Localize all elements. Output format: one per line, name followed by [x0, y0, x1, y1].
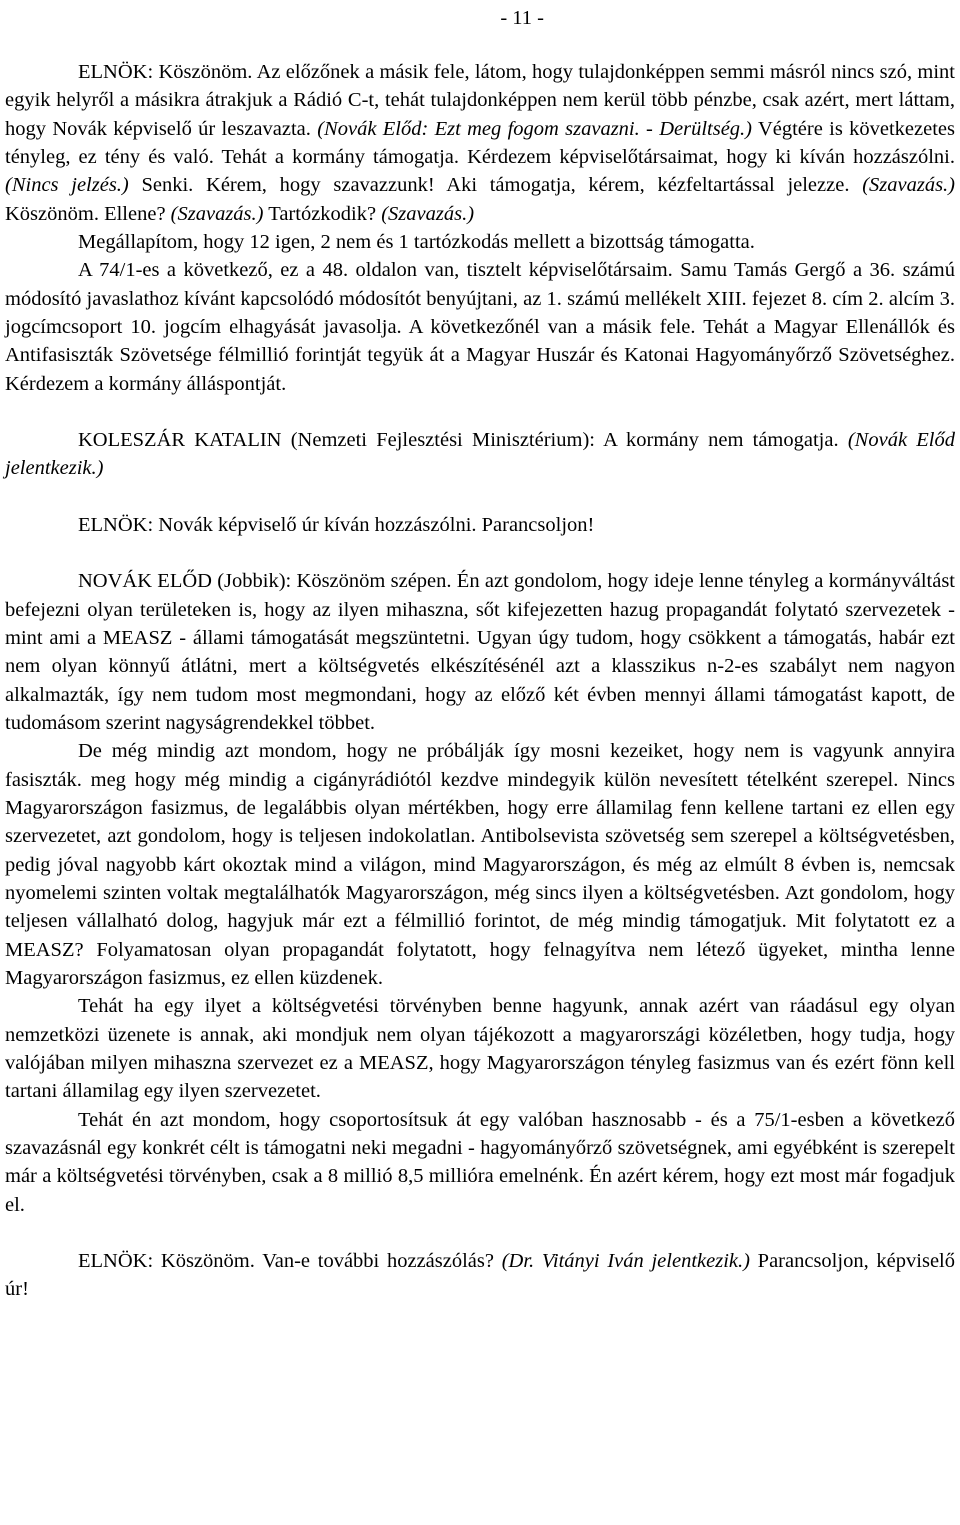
page-number: - 11 - [500, 7, 544, 29]
stage-direction: (Novák Előd jelentkezik.) [5, 429, 955, 480]
paragraph-novak-speech-2 [5, 737, 955, 992]
stage-direction: (Nincs jelzés.) [5, 174, 129, 197]
paragraph-chair-vote [5, 58, 955, 228]
document-body [5, 58, 955, 1304]
paragraph-novak-speech-1 [5, 567, 955, 737]
text-run: Végtére is következetes tényleg, ez tény és való. Tehát a kormány támogatja. Kérdezem képviselőtársaimat, hogy ki kíván hozzászólni. [5, 117, 955, 169]
paragraph-amendment-74-1 [5, 256, 955, 398]
paragraph-chair-invite [5, 511, 955, 539]
stage-direction: (Szavazás.) [170, 202, 264, 225]
paragraph-novak-speech-3 [5, 992, 955, 1105]
text-run: Senki. Kérem, hogy szavazzunk! Aki támogatja, kérem, kézfeltartással jelezze. [128, 174, 863, 197]
stage-direction: (Novák Előd: Ezt meg fogom szavazni. - Derültség.) [317, 117, 752, 140]
text-run: Tehát ha egy ilyet a költségvetési törvényben benne hagyunk, annak azért van ráadásul egy olyan nemzetközi üzenete is annak, aki mondjuk nem olyan tájékozott a magyarországi közéletben, hogy tudja, hogy valójában milyen mihaszna szervezet ez a MEASZ, hogy Magyarországon tényleg fasizmus van és ezért fönn kell tartani államilag egy ilyen szervezetet. [5, 995, 955, 1103]
text-run: Köszönöm. Ellene? [5, 202, 171, 225]
stage-direction: (Szavazás.) [381, 202, 475, 225]
text-run: Tehát én azt mondom, hogy csoportosítsuk át egy valóban hasznosabb - és a 75/1-esben a következő szavazásnál egy konkrét célt is támogatni neki megadni - hagyományőrző szövetségnek, ami egyébként is szerepelt már a költségvetési törvényben, csak a 8 millió 8,5 millióra emelnénk. Én azért kérem, hogy ezt most már fogadjuk el. [5, 1108, 955, 1216]
paragraph-vote-result [5, 228, 955, 256]
text-run: ELNÖK: Köszönöm. Az előzőnek a másik fele, látom, hogy tulajdonképpen semmi másról nincs szó, mint egyik helyről a másikra átrakjuk a Rádió C-t, tehát tulajdonképpen nem kerül több pénzbe, csak azért, mert láttam, hogy Novák képviselő úr leszavazta. [5, 61, 955, 140]
text-run: NOVÁK ELŐD (Jobbik): Köszönöm szépen. Én azt gondolom, hogy ideje lenne tényleg a kormányváltást befejezni olyan területeken is, hogy az ilyen mihaszna, sőt kifejezetten hazug propagandát folytató szervezetek - mint ami a MEASZ - állami támogatását megszüntetni. Ugyan úgy tudom, hogy csökkent a támogatás, habár ezt nem olyan könnyű átlátni, mert a költségvetés elkészítésénél azt a klasszikus n-2-es szabályt nem nagyon alkalmazták, így nem tudom most megmondani, hogy az előző két évben mennyi állami támogatást kapott, de tudomásom szerint nagyságrendekkel többet. [5, 570, 955, 734]
paragraph-chair-further-comments [5, 1247, 955, 1304]
text-run: A 74/1-es a következő, ez a 48. oldalon van, tisztelt képviselőtársaim. Samu Tamás Gergő a 36. számú módosító javaslathoz kívánt kapcsolódó módosítót benyújtani, az 1. számú mellékelt XIII. fejezet 8. cím 2. alcím 3. jogcímcsoport 10. jogcím elhagyását javasolja. A következőnél van a másik fele. Tehát a Magyar Ellenállók és Antifasiszták Szövetsége félmillió forintját tegyük át a Magyar Huszár és Katonai Hagyományőrző Szövetséghez. Kérdezem a kormány álláspontját. [5, 259, 955, 395]
text-run: Parancsoljon, képviselő úr! [5, 1250, 955, 1301]
stage-direction: (Szavazás.) [862, 174, 955, 197]
text-run: Tartózkodik? [263, 202, 382, 225]
text-run: De még mindig azt mondom, hogy ne próbálják így mosni kezeiket, hogy nem is vagyunk annyira fasiszták. meg hogy még mindig a cigányrádiótól kezdve mindegyik külön nevesített tételként szerepel. Nincs Magyarországon fasizmus, de legalábbis olyan mértékben, hogy erre államilag fenn kellene tartani ez ellen egy szervezetet, azt gondolom, hogy is teljesen indokolatlan. Antibolsevista szövetség sem szerepel a költségvetésben, pedig jóval nagyobb kárt okoztak mind a világon, mind Magyarországon, és még az elmúlt 8 évben is, nemcsak nyomelemi szinten voltak megtalálhatók Magyarországon, még sincs ilyen a költségvetésben. Azt gondolom, hogy teljesen vállalható dolog, hagyjuk már ezt a félmillió forintot, de még mindig támogatjuk. Mit folytatott ez a MEASZ? Folyamatosan olyan propagandát folytatott, hogy felnagyítva nem létező ügyeket, mintha lenne Magyarországon fasizmus, ez ellen küzdenek. [5, 740, 955, 989]
text-run: Megállapítom, hogy 12 igen, 2 nem és 1 tartózkodás mellett a bizottság támogatta. [78, 231, 755, 254]
text-run: KOLESZÁR KATALIN (Nemzeti Fejlesztési Minisztérium): A kormány nem támogatja. [78, 429, 848, 452]
text-run: ELNÖK: Köszönöm. Van-e további hozzászólás? [78, 1250, 502, 1273]
stage-direction: (Dr. Vitányi Iván jelentkezik.) [501, 1250, 750, 1273]
paragraph-novak-speech-4 [5, 1106, 955, 1219]
text-run: ELNÖK: Novák képviselő úr kíván hozzászólni. Parancsoljon! [78, 513, 595, 536]
paragraph-government-position [5, 426, 955, 483]
